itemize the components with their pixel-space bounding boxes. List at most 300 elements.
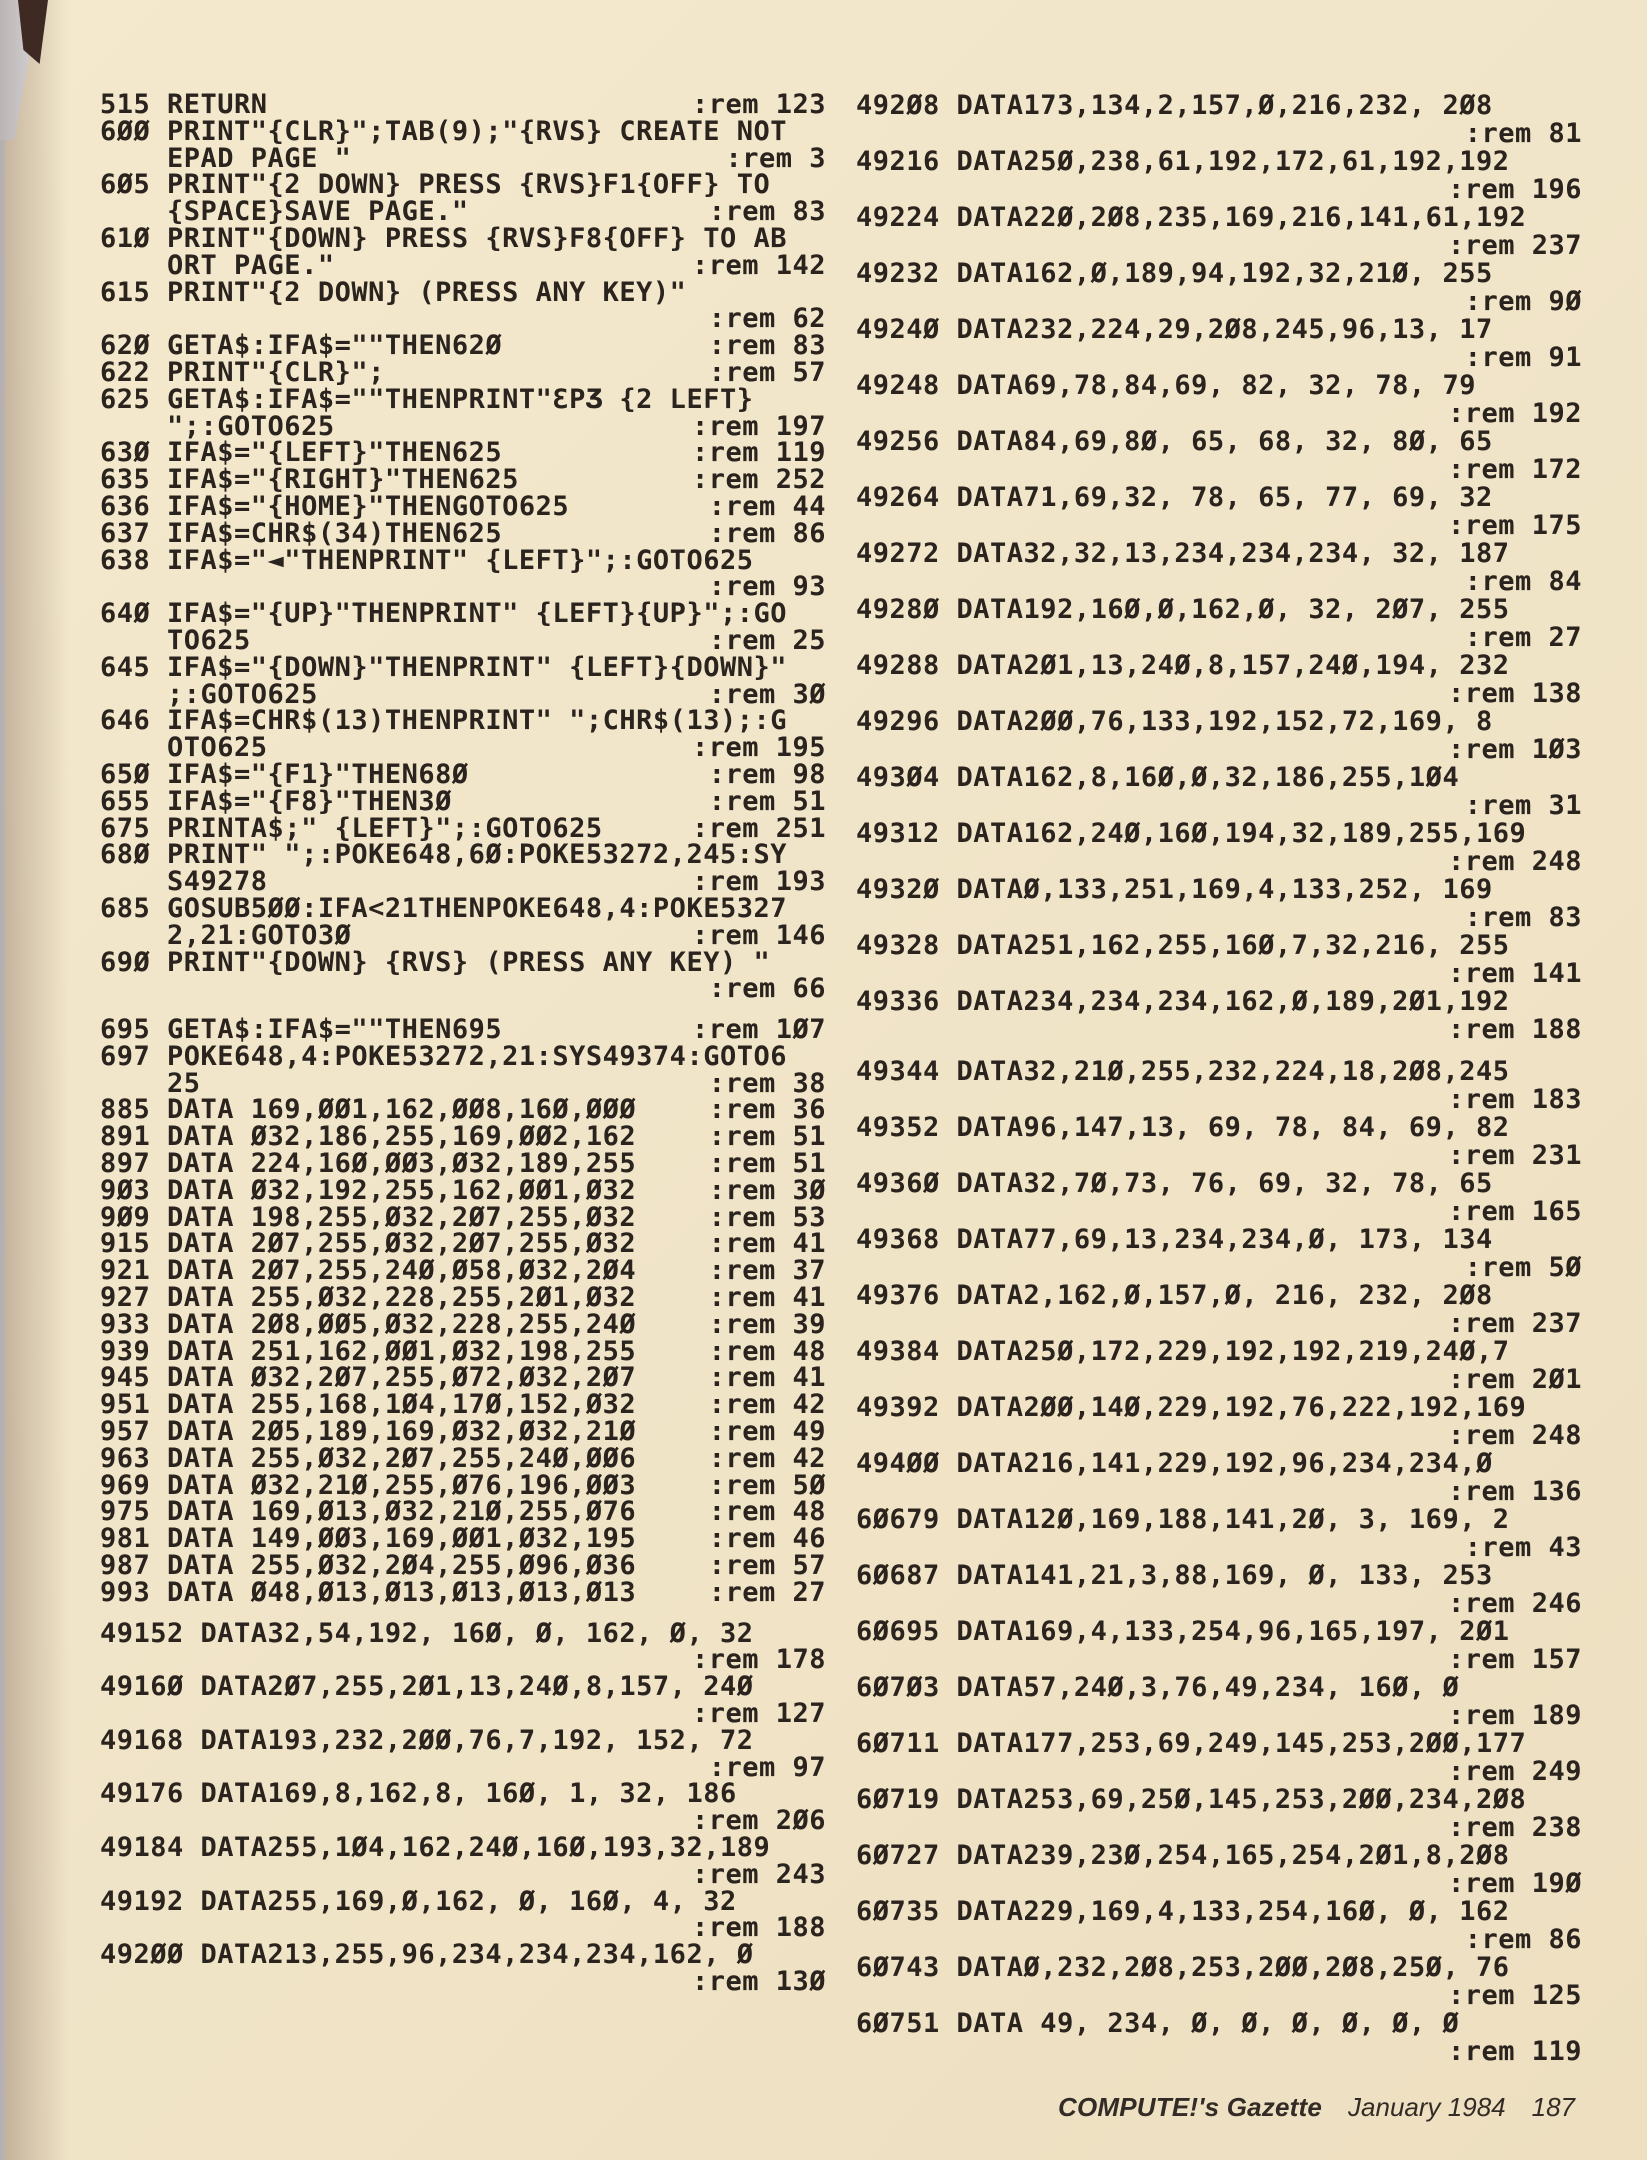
listing-row — [100, 115, 826, 147]
listing-row — [856, 1814, 1582, 1842]
basic-code-text: 49232 DATA162,Ø,189,94,192,32,21Ø, 255 — [856, 258, 1493, 289]
rem-checksum: :rem 127 — [691, 1698, 826, 1730]
listing-row — [100, 1416, 826, 1448]
basic-code-text: ";:GOTO625 — [100, 410, 335, 442]
basic-code-text: 62Ø GETA$:IFA$=""THEN62Ø — [100, 330, 503, 362]
listing-row — [100, 1832, 826, 1863]
listing-row — [100, 785, 826, 817]
listing-row — [100, 89, 826, 120]
basic-code-text: 4916Ø DATA2Ø7,255,2Ø1,13,24Ø,8,157, 24Ø — [100, 1671, 754, 1703]
listing-row — [856, 456, 1582, 484]
listing-row — [856, 400, 1582, 428]
listing-row — [100, 732, 826, 764]
basic-code-text: 951 DATA 255,168,1Ø4,17Ø,152,Ø32 — [100, 1389, 637, 1421]
basic-code-text: 4932Ø DATAØ,133,251,169,4,133,252, 169 — [856, 874, 1493, 905]
listing-row — [856, 1926, 1582, 1954]
rem-checksum: :rem 243 — [691, 1858, 826, 1890]
listing-row — [100, 437, 826, 469]
rem-checksum: :rem 3Ø — [708, 1174, 826, 1206]
listing-row — [100, 249, 826, 281]
rem-checksum: :rem 136 — [1447, 1476, 1582, 1507]
listing-row — [100, 1308, 826, 1340]
basic-code-text: 492Ø8 DATA173,134,2,157,Ø,216,232, 2Ø8 — [856, 90, 1493, 121]
rem-checksum: :rem 39 — [708, 1308, 826, 1340]
basic-code-text: 675 PRINTA$;" {LEFT}";:GOTO625 — [100, 812, 603, 844]
basic-code-text: 49264 DATA71,69,32, 78, 65, 77, 69, 32 — [856, 482, 1493, 513]
listing-row — [856, 820, 1582, 848]
basic-code-text: 638 IFA$="◄"THENPRINT" {LEFT}";:GOTO625 — [100, 544, 754, 576]
basic-code-text: 891 DATA Ø32,186,255,169,ØØ2,162 — [100, 1121, 637, 1153]
rem-checksum: :rem 231 — [1447, 1140, 1582, 1171]
listing-row — [100, 1282, 826, 1314]
basic-code-text: 49392 DATA2ØØ,14Ø,229,192,76,222,192,169 — [856, 1392, 1527, 1423]
listing-row — [100, 1148, 826, 1180]
basic-code-text: 993 DATA Ø48,Ø13,Ø13,Ø13,Ø13,Ø13 — [100, 1576, 637, 1608]
basic-code-text: 49368 DATA77,69,13,234,234,Ø, 173, 134 — [856, 1224, 1493, 1255]
rem-checksum: :rem 62 — [708, 303, 826, 335]
basic-code-text: 49256 DATA84,69,8Ø, 65, 68, 32, 8Ø, 65 — [856, 426, 1493, 457]
listing-row — [856, 848, 1582, 876]
listing-row — [856, 1982, 1582, 2010]
listing-row — [100, 624, 826, 656]
basic-code-text: 4936Ø DATA32,7Ø,73, 76, 69, 32, 78, 65 — [856, 1168, 1493, 1199]
listing-row — [100, 1885, 826, 1917]
basic-code-text: 49328 DATA251,162,255,16Ø,7,32,216, 255 — [856, 930, 1510, 961]
rem-checksum: :rem 25 — [708, 624, 826, 656]
listing-row — [856, 1674, 1582, 1702]
rem-checksum: :rem 192 — [1447, 398, 1582, 429]
listing-row — [100, 222, 826, 254]
basic-code-text: 625 GETA$:IFA$=""THENPRINT"ƐPƷ {2 LEFT} — [100, 383, 754, 415]
rem-checksum: :rem 157 — [1447, 1644, 1582, 1675]
basic-code-text: 49312 DATA162,24Ø,16Ø,194,32,189,255,169 — [856, 818, 1527, 849]
rem-checksum: :rem 1Ø7 — [691, 1014, 826, 1046]
listing-row — [856, 932, 1582, 960]
basic-code-text: 969 DATA Ø32,21Ø,255,Ø76,196,ØØ3 — [100, 1469, 637, 1501]
rem-checksum: :rem 93 — [708, 571, 826, 603]
basic-code-text: 49192 DATA255,169,Ø,162, Ø, 16Ø, 4, 32 — [100, 1885, 737, 1917]
rem-checksum: :rem 178 — [691, 1644, 826, 1676]
listing-row — [100, 464, 826, 496]
listing-right-column — [856, 92, 1582, 2066]
listing-row — [100, 1751, 826, 1783]
listing-row — [856, 680, 1582, 708]
rem-checksum: :rem 175 — [1447, 510, 1582, 541]
listing-row — [856, 1142, 1582, 1170]
basic-code-text: 64Ø IFA$="{UP}"THENPRINT" {LEFT}{UP}";:GO — [100, 598, 787, 630]
basic-code-text: 963 DATA 255,Ø32,2Ø7,255,24Ø,ØØ6 — [100, 1442, 637, 1474]
listing-row — [856, 876, 1582, 904]
listing-row — [100, 1724, 826, 1756]
basic-code-text: 493Ø4 DATA162,8,16Ø,Ø,32,186,255,1Ø4 — [856, 762, 1460, 793]
listing-row — [856, 288, 1582, 316]
rem-checksum: :rem 13Ø — [691, 1965, 826, 1997]
rem-checksum: :rem 86 — [1464, 1924, 1582, 1955]
listing-row — [100, 544, 826, 576]
rem-checksum: :rem 248 — [1447, 1420, 1582, 1451]
listing-row — [856, 1534, 1582, 1562]
rem-checksum: :rem 142 — [691, 249, 826, 281]
rem-checksum: :rem 189 — [1447, 1700, 1582, 1731]
basic-code-text: 49288 DATA2Ø1,13,24Ø,8,157,24Ø,194, 232 — [856, 650, 1510, 681]
basic-code-text: 6Ø695 DATA169,4,133,254,96,165,197, 2Ø1 — [856, 1616, 1510, 1647]
basic-code-text: 49248 DATA69,78,84,69, 82, 32, 78, 79 — [856, 370, 1476, 401]
rem-checksum: :rem 97 — [708, 1751, 826, 1783]
basic-code-text: 981 DATA 149,ØØ3,169,ØØ1,Ø32,195 — [100, 1523, 637, 1555]
listing-row — [856, 988, 1582, 1016]
listing-row — [100, 1228, 826, 1260]
basic-code-text: 635 IFA$="{RIGHT}"THEN625 — [100, 464, 519, 496]
rem-checksum: :rem 42 — [708, 1389, 826, 1421]
listing-row — [100, 276, 826, 308]
rem-checksum: :rem 5Ø — [1464, 1252, 1582, 1283]
listing-row — [100, 1617, 826, 1649]
rem-checksum: :rem 252 — [691, 464, 826, 496]
basic-code-text: 49184 DATA255,1Ø4,162,24Ø,16Ø,193,32,189 — [100, 1832, 771, 1863]
basic-code-text: 6Ø727 DATA239,23Ø,254,165,254,2Ø1,8,2Ø8 — [856, 1840, 1510, 1871]
basic-code-text: 65Ø IFA$="{F1}"THEN68Ø — [100, 758, 469, 790]
listing-row — [856, 316, 1582, 344]
listing-row — [856, 1590, 1582, 1618]
basic-code-text: 933 DATA 2Ø8,ØØ5,Ø32,228,255,24Ø — [100, 1308, 637, 1340]
rem-checksum: :rem 66 — [708, 973, 826, 1005]
rem-checksum: :rem 46 — [708, 1523, 826, 1555]
listing-row — [100, 758, 826, 790]
listing-row — [100, 1496, 826, 1528]
listing-row — [856, 1842, 1582, 1870]
basic-code-text: 61Ø PRINT"{DOWN} PRESS {RVS}F8{OFF} TO AB — [100, 222, 787, 254]
listing-row — [856, 568, 1582, 596]
listing-row — [100, 356, 826, 388]
listing-row — [100, 1644, 826, 1676]
listing-row — [856, 1758, 1582, 1786]
listing-row — [856, 204, 1582, 232]
listing-row — [100, 1698, 826, 1730]
basic-code-text: 9Ø9 DATA 198,255,Ø32,2Ø7,255,Ø32 — [100, 1201, 637, 1233]
listing-row — [856, 736, 1582, 764]
listing-row — [856, 232, 1582, 260]
basic-code-text: 622 PRINT"{CLR}"; — [100, 356, 385, 388]
basic-code-text: 49152 DATA32,54,192, 16Ø, Ø, 162, Ø, 32 — [100, 1617, 754, 1649]
rem-checksum: :rem 38 — [708, 1067, 826, 1099]
listing-row — [856, 624, 1582, 652]
rem-checksum: :rem 84 — [1464, 566, 1582, 597]
rem-checksum: :rem 43 — [1464, 1532, 1582, 1563]
listing-row — [856, 960, 1582, 988]
listing-row — [100, 1121, 826, 1153]
listing-row — [100, 839, 826, 871]
issue-date: January 1984 — [1348, 2092, 1506, 2122]
listing-row — [100, 169, 826, 201]
basic-code-text: 655 IFA$="{F8}"THEN3Ø — [100, 785, 452, 817]
basic-code-text: 927 DATA 255,Ø32,228,255,2Ø1,Ø32 — [100, 1282, 637, 1314]
listing-row — [100, 812, 826, 844]
listing-row — [100, 383, 826, 415]
listing-row — [856, 1506, 1582, 1534]
rem-checksum: :rem 49 — [708, 1416, 826, 1448]
listing-row — [856, 92, 1582, 120]
listing-row — [856, 260, 1582, 288]
listing-row — [100, 678, 826, 710]
listing-row — [856, 2038, 1582, 2066]
listing-row — [100, 1362, 826, 1394]
listing-row — [856, 1394, 1582, 1422]
rem-checksum: :rem 98 — [708, 758, 826, 790]
rem-checksum: :rem 48 — [708, 1496, 826, 1528]
rem-checksum: :rem 9Ø — [1464, 286, 1582, 317]
rem-checksum: :rem 125 — [1447, 1980, 1582, 2011]
basic-code-text: 6Ø743 DATAØ,232,2Ø8,253,2ØØ,2Ø8,25Ø, 76 — [856, 1952, 1510, 1983]
page-footer — [1058, 2092, 1575, 2123]
rem-checksum: :rem 141 — [1447, 958, 1582, 989]
rem-checksum: :rem 57 — [708, 356, 826, 388]
listing-row — [100, 973, 826, 1005]
rem-checksum: :rem 188 — [1447, 1014, 1582, 1045]
rem-checksum: :rem 1Ø3 — [1447, 734, 1582, 765]
basic-code-text: 9Ø3 DATA Ø32,192,255,162,ØØ1,Ø32 — [100, 1174, 637, 1206]
basic-code-text: 49384 DATA25Ø,172,229,192,192,219,24Ø,7 — [856, 1336, 1510, 1367]
basic-code-text: 939 DATA 251,162,ØØ1,Ø32,198,255 — [100, 1335, 637, 1367]
rem-checksum: :rem 36 — [708, 1094, 826, 1126]
rem-checksum: :rem 44 — [708, 490, 826, 522]
listing-row — [856, 148, 1582, 176]
basic-code-text: 6Ø687 DATA141,21,3,88,169, Ø, 133, 253 — [856, 1560, 1493, 1591]
listing-row — [856, 1898, 1582, 1926]
listing-row — [100, 571, 826, 603]
basic-code-text: 636 IFA$="{HOME}"THENGOTO625 — [100, 490, 570, 522]
rem-checksum: :rem 37 — [708, 1255, 826, 1287]
basic-code-text: 6Ø5 PRINT"{2 DOWN} PRESS {RVS}F1{OFF} TO — [100, 169, 771, 201]
listing-row — [100, 410, 826, 442]
basic-code-text: 515 RETURN — [100, 89, 268, 120]
rem-checksum: :rem 86 — [708, 517, 826, 549]
basic-code-text: 69Ø PRINT"{DOWN} {RVS} (PRESS ANY KEY) " — [100, 946, 771, 978]
rem-checksum: :rem 31 — [1464, 790, 1582, 821]
rem-checksum: :rem 41 — [708, 1362, 826, 1394]
basic-code-text: 646 IFA$=CHR$(13)THENPRINT" ";CHR$(13);:G — [100, 705, 787, 737]
listing-row — [100, 1335, 826, 1367]
basic-code-text: S49278 — [100, 866, 268, 898]
basic-code-text: 897 DATA 224,16Ø,ØØ3,Ø32,189,255 — [100, 1148, 637, 1180]
listing-row — [856, 1310, 1582, 1338]
rem-checksum: :rem 183 — [1447, 1084, 1582, 1115]
listing-row — [856, 344, 1582, 372]
listing-row — [856, 1422, 1582, 1450]
rem-checksum: :rem 138 — [1447, 678, 1582, 709]
rem-checksum: :rem 238 — [1447, 1812, 1582, 1843]
listing-row — [100, 1550, 826, 1582]
rem-checksum: :rem 51 — [708, 1148, 826, 1180]
basic-code-text: 49336 DATA234,234,234,162,Ø,189,2Ø1,192 — [856, 986, 1510, 1017]
listing-row — [100, 1040, 826, 1072]
basic-code-text: 6Ø751 DATA 49, 234, Ø, Ø, Ø, Ø, Ø, Ø — [856, 2008, 1460, 2039]
basic-code-text: 49168 DATA193,232,2ØØ,76,7,192, 152, 72 — [100, 1724, 754, 1756]
listing-row — [100, 1858, 826, 1890]
listing-row — [856, 1618, 1582, 1646]
rem-checksum: :rem 53 — [708, 1201, 826, 1233]
rem-checksum: :rem 83 — [1464, 902, 1582, 933]
rem-checksum: :rem 197 — [691, 410, 826, 442]
listing-row — [856, 1226, 1582, 1254]
listing-row — [100, 1201, 826, 1233]
rem-checksum: :rem 48 — [708, 1335, 826, 1367]
rem-checksum: :rem 3Ø — [708, 678, 826, 710]
basic-code-text: 49352 DATA96,147,13, 69, 78, 84, 69, 82 — [856, 1112, 1510, 1143]
rem-checksum: :rem 246 — [1447, 1588, 1582, 1619]
rem-checksum: :rem 193 — [691, 866, 826, 898]
basic-code-text: 492ØØ DATA213,255,96,234,234,234,162, Ø — [100, 1939, 754, 1971]
listing-row — [856, 372, 1582, 400]
basic-code-text: 49216 DATA25Ø,238,61,192,172,61,192,192 — [856, 146, 1510, 177]
listing-row — [100, 1174, 826, 1206]
listing-row — [856, 792, 1582, 820]
listing-row — [100, 142, 826, 174]
basic-code-text: 6Ø711 DATA177,253,69,249,145,253,2ØØ,177 — [856, 1728, 1527, 1759]
basic-code-text: 49272 DATA32,32,13,234,234,234, 32, 187 — [856, 538, 1510, 569]
listing-row — [856, 596, 1582, 624]
listing-row — [100, 1805, 826, 1837]
rem-checksum: :rem 27 — [708, 1576, 826, 1608]
listing-row — [100, 303, 826, 335]
basic-code-text: 975 DATA 169,Ø13,Ø32,21Ø,255,Ø76 — [100, 1496, 637, 1528]
listing-row — [856, 428, 1582, 456]
listing-row — [100, 1778, 826, 1810]
listing-row — [856, 1338, 1582, 1366]
rem-checksum: :rem 5Ø — [708, 1469, 826, 1501]
listing-row — [856, 1170, 1582, 1198]
basic-code-text: 49296 DATA2ØØ,76,133,192,152,72,169, 8 — [856, 706, 1493, 737]
listing-row — [856, 1366, 1582, 1394]
listing-row — [100, 705, 826, 737]
listing-row — [856, 1254, 1582, 1282]
listing-row — [856, 1954, 1582, 1982]
rem-checksum: :rem 51 — [708, 785, 826, 817]
listing-row — [100, 892, 826, 924]
listing-row — [856, 484, 1582, 512]
basic-code-text: {SPACE}SAVE PAGE." — [100, 196, 469, 228]
listing-row — [100, 1094, 826, 1126]
rem-checksum: :rem 172 — [1447, 454, 1582, 485]
basic-code-text: 49344 DATA32,21Ø,255,232,224,18,2Ø8,245 — [856, 1056, 1510, 1087]
listing-row — [856, 1786, 1582, 1814]
rem-checksum: :rem 2Ø1 — [1447, 1364, 1582, 1395]
basic-code-text: 49176 DATA169,8,162,8, 16Ø, 1, 32, 186 — [100, 1778, 737, 1810]
rem-checksum: :rem 57 — [708, 1550, 826, 1582]
rem-checksum: :rem 188 — [691, 1912, 826, 1944]
rem-checksum: :rem 195 — [691, 732, 826, 764]
basic-code-text: 695 GETA$:IFA$=""THEN695 — [100, 1014, 503, 1046]
rem-checksum: :rem 249 — [1447, 1756, 1582, 1787]
basic-code-text: 885 DATA 169,ØØ1,162,ØØ8,16Ø,ØØØ — [100, 1094, 637, 1126]
listing-row — [856, 1478, 1582, 1506]
listing-row — [100, 1389, 826, 1421]
magazine-title: COMPUTE!'s Gazette — [1058, 2092, 1323, 2122]
listing-row — [856, 1562, 1582, 1590]
listing-row — [100, 1912, 826, 1944]
listing-row — [856, 512, 1582, 540]
basic-code-text: 49376 DATA2,162,Ø,157,Ø, 216, 232, 2Ø8 — [856, 1280, 1493, 1311]
listing-row — [100, 1576, 826, 1608]
rem-checksum: :rem 91 — [1464, 342, 1582, 373]
listing-row — [856, 764, 1582, 792]
rem-checksum: :rem 196 — [1447, 174, 1582, 205]
listing-row — [100, 1671, 826, 1703]
page-number: 187 — [1531, 2092, 1575, 2122]
basic-code-text: 6Ø735 DATA229,169,4,133,254,16Ø, Ø, 162 — [856, 1896, 1510, 1927]
basic-code-text: 957 DATA 2Ø5,189,169,Ø32,Ø32,21Ø — [100, 1416, 637, 1448]
listing-row — [100, 651, 826, 683]
listing-row — [856, 1870, 1582, 1898]
basic-code-text: 921 DATA 2Ø7,255,24Ø,Ø58,Ø32,2Ø4 — [100, 1255, 637, 1287]
basic-code-text: ORT PAGE." — [100, 249, 335, 281]
listing-row — [856, 1450, 1582, 1478]
rem-checksum: :rem 41 — [708, 1228, 826, 1260]
listing-row — [856, 1730, 1582, 1758]
listing-row — [856, 652, 1582, 680]
listing-row — [100, 1469, 826, 1501]
basic-code-text: 615 PRINT"{2 DOWN} (PRESS ANY KEY)" — [100, 276, 687, 308]
listing-row — [100, 196, 826, 228]
listing-row — [856, 2010, 1582, 2038]
rem-checksum: :rem 3 — [725, 142, 826, 174]
program-listing — [100, 89, 1582, 2067]
rem-checksum: :rem 248 — [1447, 846, 1582, 877]
listing-row — [100, 517, 826, 549]
listing-row — [100, 1939, 826, 1971]
rem-checksum: :rem 251 — [691, 812, 826, 844]
basic-code-text: 915 DATA 2Ø7,255,Ø32,2Ø7,255,Ø32 — [100, 1228, 637, 1260]
listing-row — [100, 1523, 826, 1555]
listing-row — [100, 1442, 826, 1474]
listing-row — [100, 866, 826, 898]
listing-row — [100, 1014, 826, 1046]
basic-code-text: 6Ø7Ø3 DATA57,24Ø,3,76,49,234, 16Ø, Ø — [856, 1672, 1460, 1703]
listing-left-column — [100, 89, 826, 2066]
rem-checksum: :rem 42 — [708, 1442, 826, 1474]
listing-row — [856, 120, 1582, 148]
rem-checksum: :rem 83 — [708, 330, 826, 362]
basic-code-text: 4928Ø DATA192,16Ø,Ø,162,Ø, 32, 2Ø7, 255 — [856, 594, 1510, 625]
listing-row — [856, 1282, 1582, 1310]
listing-row — [856, 176, 1582, 204]
listing-row — [856, 540, 1582, 568]
rem-checksum: :rem 237 — [1447, 230, 1582, 261]
listing-row — [856, 1058, 1582, 1086]
rem-checksum: :rem 2Ø6 — [691, 1805, 826, 1837]
basic-code-text: 697 POKE648,4:POKE53272,21:SYS49374:GOTO6 — [100, 1040, 787, 1072]
listing-row — [100, 1255, 826, 1287]
listing-row — [856, 708, 1582, 736]
listing-row — [100, 1965, 826, 1997]
basic-code-text: 6Ø719 DATA253,69,25Ø,145,253,2ØØ,234,2Ø8 — [856, 1784, 1527, 1815]
listing-row — [856, 1702, 1582, 1730]
listing-row — [100, 1067, 826, 1099]
listing-row — [856, 1086, 1582, 1114]
listing-row — [856, 1114, 1582, 1142]
rem-checksum: :rem 27 — [1464, 622, 1582, 653]
rem-checksum: :rem 51 — [708, 1121, 826, 1153]
basic-code-text: 6ØØ PRINT"{CLR}";TAB(9);"{RVS} CREATE NOT — [100, 115, 787, 147]
listing-row — [856, 1646, 1582, 1674]
listing-row — [100, 946, 826, 978]
basic-code-text: OTO625 — [100, 732, 268, 764]
basic-code-text: 494ØØ DATA216,141,229,192,96,234,234,Ø — [856, 1448, 1493, 1479]
rem-checksum: :rem 119 — [691, 437, 826, 469]
rem-checksum: :rem 19Ø — [1447, 1868, 1582, 1899]
rem-checksum: :rem 123 — [691, 89, 826, 120]
basic-code-text: 645 IFA$="{DOWN}"THENPRINT" {LEFT}{DOWN}" — [100, 651, 787, 683]
basic-code-text: 6Ø679 DATA12Ø,169,188,141,2Ø, 3, 169, 2 — [856, 1504, 1510, 1535]
